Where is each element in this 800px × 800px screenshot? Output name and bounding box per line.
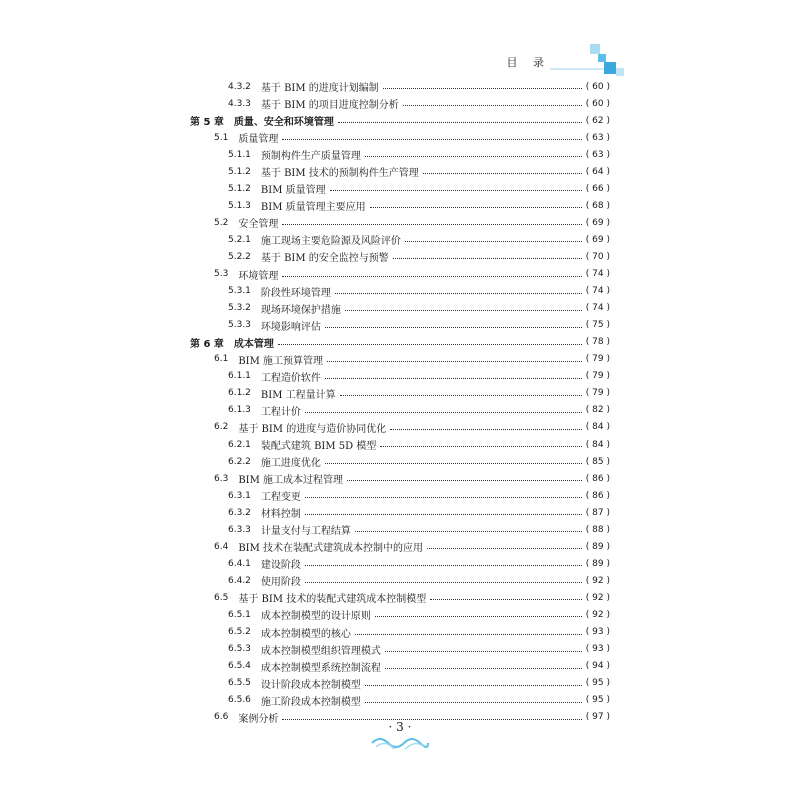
- toc-entry-number: 5.1.3: [228, 200, 251, 211]
- toc-entry-title: 成本控制模型系统控制流程: [260, 662, 381, 674]
- toc-entry[interactable]: [190, 317, 610, 334]
- toc-entry[interactable]: [190, 368, 610, 385]
- toc-entry-number: 6.5.6: [228, 695, 251, 706]
- toc-entry-page: ( 93 ): [585, 627, 610, 638]
- toc-entry-title: 施工阶段成本控制模型: [260, 696, 361, 708]
- toc-entry-title: 质量管理: [238, 134, 279, 146]
- dot-leader: [380, 438, 581, 447]
- toc-entry-number: 6.5: [214, 592, 229, 603]
- toc-entry-page: ( 93 ): [585, 644, 610, 655]
- toc-entry-number: 6.1.3: [228, 405, 251, 416]
- toc-entry-title: 成本控制模型的设计原则: [260, 611, 371, 623]
- toc-entry[interactable]: [190, 555, 610, 572]
- toc-entry-number: 6.3.2: [228, 507, 251, 518]
- toc-entry-page: ( 85 ): [585, 456, 610, 467]
- toc-entry-page: ( 95 ): [585, 695, 610, 706]
- toc-entry[interactable]: [190, 146, 610, 163]
- toc-entry-number: 5.1: [214, 132, 229, 143]
- toc-entry[interactable]: [190, 351, 610, 368]
- toc-entry-page: ( 84 ): [585, 422, 610, 433]
- dot-leader: [365, 694, 582, 703]
- toc-entry-title: 成本管理: [233, 338, 274, 350]
- toc-entry-page: ( 89 ): [585, 558, 610, 569]
- toc-entry-page: ( 89 ): [585, 541, 610, 552]
- toc-entry[interactable]: [190, 385, 610, 402]
- toc-entry[interactable]: [190, 658, 610, 675]
- toc-entry[interactable]: [190, 436, 610, 453]
- toc-entry-number: 6.4.1: [228, 558, 251, 569]
- toc-entry-page: ( 74 ): [585, 269, 610, 280]
- toc-entry-page: ( 97 ): [585, 712, 610, 723]
- dot-leader: [345, 302, 582, 311]
- toc-entry-number: 6.5.4: [228, 661, 251, 672]
- toc-entry-number: 4.3.2: [228, 81, 251, 92]
- toc-entry-title: 阶段性环境管理: [260, 287, 331, 299]
- toc-entry-number: 6.5.5: [228, 678, 251, 689]
- toc-entry-number: 6.1: [214, 354, 229, 365]
- dot-leader: [325, 319, 582, 328]
- toc-entry-page: ( 88 ): [585, 524, 610, 535]
- toc-entry-number: 6.5.1: [228, 609, 251, 620]
- table-of-contents: [190, 78, 610, 726]
- toc-entry-number: 5.3.2: [228, 303, 251, 314]
- toc-entry-page: ( 95 ): [585, 678, 610, 689]
- toc-entry-page: ( 79 ): [585, 388, 610, 399]
- toc-entry-title: BIM 施工预算管理: [238, 355, 324, 367]
- toc-entry-number: 6.2: [214, 422, 229, 433]
- toc-entry-page: ( 63 ): [585, 149, 610, 160]
- toc-entry-page: ( 69 ): [585, 217, 610, 228]
- toc-entry-page: ( 60 ): [585, 81, 610, 92]
- toc-entry-page: ( 66 ): [585, 183, 610, 194]
- toc-entry-title: 基于 BIM 技术的装配式建筑成本控制模型: [238, 594, 427, 606]
- dot-leader: [385, 643, 582, 652]
- toc-entry[interactable]: [190, 572, 610, 589]
- toc-entry-title: 质量、安全和环境管理: [233, 117, 334, 129]
- decor-square: [604, 62, 616, 74]
- dot-leader: [282, 268, 581, 277]
- toc-entry-title: 计量支付与工程结算: [260, 526, 351, 538]
- toc-entry-page: ( 64 ): [585, 166, 610, 177]
- toc-entry-number: 5.1.2: [228, 183, 251, 194]
- toc-entry-page: ( 86 ): [585, 473, 610, 484]
- toc-entry-title: 基于 BIM 技术的预制构件生产管理: [260, 168, 419, 180]
- toc-entry-number: 5.3.3: [228, 320, 251, 331]
- toc-entry[interactable]: [190, 78, 610, 95]
- toc-entry[interactable]: [190, 95, 610, 112]
- dot-leader: [282, 131, 581, 140]
- toc-entry[interactable]: [190, 692, 610, 709]
- toc-entry-page: ( 92 ): [585, 609, 610, 620]
- toc-entry[interactable]: [190, 419, 610, 436]
- page-number: · 3 ·: [388, 720, 412, 734]
- toc-entry-title: 安全管理: [238, 219, 279, 231]
- toc-entry-page: ( 92 ): [585, 575, 610, 586]
- dot-leader: [355, 626, 582, 635]
- toc-entry-page: ( 94 ): [585, 661, 610, 672]
- toc-entry-page: ( 75 ): [585, 320, 610, 331]
- toc-entry-number: 6.2.2: [228, 456, 251, 467]
- toc-entry[interactable]: [190, 470, 610, 487]
- toc-entry-title: 工程计价: [260, 406, 301, 418]
- toc-entry[interactable]: [190, 180, 610, 197]
- toc-entry[interactable]: [190, 402, 610, 419]
- toc-entry-number: 5.3.1: [228, 286, 251, 297]
- page-footer: [360, 720, 440, 753]
- toc-entry-number: 6.5.3: [228, 644, 251, 655]
- header-title: 目 录: [506, 56, 550, 69]
- toc-entry-title: 装配式建筑 BIM 5D 模型: [260, 441, 377, 452]
- toc-entry[interactable]: [190, 266, 610, 283]
- toc-entry[interactable]: [190, 487, 610, 504]
- toc-entry-number: 6.3.1: [228, 490, 251, 501]
- dot-leader: [347, 472, 582, 481]
- toc-entry[interactable]: [190, 641, 610, 658]
- toc-entry-number: 5.2.1: [228, 234, 251, 245]
- toc-entry-title: 工程造价软件: [260, 372, 321, 384]
- toc-entry[interactable]: [190, 589, 610, 606]
- dot-leader: [282, 216, 581, 225]
- toc-entry[interactable]: [190, 538, 610, 555]
- toc-entry-title: BIM 施工成本过程管理: [238, 475, 344, 487]
- dot-leader: [338, 114, 582, 123]
- toc-entry[interactable]: [190, 453, 610, 470]
- toc-entry-page: ( 70 ): [585, 251, 610, 262]
- toc-entry-number: 第 6 章: [190, 338, 224, 350]
- toc-entry-page: ( 60 ): [585, 98, 610, 109]
- toc-entry[interactable]: [190, 675, 610, 692]
- toc-entry-title: 设计阶段成本控制模型: [260, 679, 361, 691]
- dot-leader: [375, 608, 582, 617]
- toc-entry-number: 5.2: [214, 217, 229, 228]
- toc-entry-title: 建设阶段: [260, 560, 301, 572]
- dot-leader: [385, 660, 582, 669]
- toc-entry-title: 材料控制: [260, 509, 301, 521]
- wave-ornament-icon: [370, 735, 430, 749]
- toc-entry[interactable]: [190, 129, 610, 146]
- toc-entry[interactable]: [190, 163, 610, 180]
- toc-entry-number: 6.3.3: [228, 524, 251, 535]
- dot-leader: [330, 182, 582, 191]
- toc-entry-page: ( 84 ): [585, 439, 610, 450]
- dot-leader: [305, 489, 582, 498]
- toc-entry-title: 工程变更: [260, 492, 301, 504]
- toc-entry[interactable]: [190, 197, 610, 214]
- toc-entry-number: 6.3: [214, 473, 229, 484]
- toc-entry-title: 预制构件生产质量管理: [260, 151, 361, 163]
- toc-entry-page: ( 69 ): [585, 234, 610, 245]
- toc-entry[interactable]: [190, 112, 610, 129]
- dot-leader: [355, 523, 582, 532]
- toc-entry-title: 成本控制模型组织管理模式: [260, 645, 381, 657]
- toc-entry-number: 5.2.2: [228, 251, 251, 262]
- toc-entry[interactable]: [190, 521, 610, 538]
- dot-leader: [430, 591, 582, 600]
- decor-square: [598, 54, 606, 62]
- toc-entry[interactable]: [190, 248, 610, 265]
- toc-entry[interactable]: [190, 504, 610, 521]
- decor-square: [616, 68, 624, 76]
- dot-leader: [365, 148, 582, 157]
- toc-entry-title: 案例分析: [238, 713, 279, 725]
- toc-entry-page: ( 79 ): [585, 371, 610, 382]
- dot-leader: [390, 421, 582, 430]
- dot-leader: [335, 285, 582, 294]
- toc-entry-number: 4.3.3: [228, 98, 251, 109]
- toc-entry-title: 环境影响评估: [260, 321, 321, 333]
- toc-entry[interactable]: [190, 283, 610, 300]
- toc-entry-number: 6.5.2: [228, 627, 251, 638]
- toc-entry-number: 6.1.1: [228, 371, 251, 382]
- dot-leader: [383, 80, 582, 89]
- toc-entry-number: 6.4: [214, 541, 229, 552]
- toc-entry-page: ( 74 ): [585, 303, 610, 314]
- toc-entry-number: 6.4.2: [228, 575, 251, 586]
- toc-entry-title: 施工进度优化: [260, 458, 321, 470]
- dot-leader: [305, 557, 582, 566]
- dot-leader: [305, 404, 582, 413]
- dot-leader: [405, 233, 582, 242]
- toc-entry[interactable]: [190, 334, 610, 351]
- toc-entry-title: 环境管理: [238, 270, 279, 282]
- toc-entry-title: 成本控制模型的核心: [260, 628, 351, 640]
- toc-entry[interactable]: [190, 624, 610, 641]
- toc-entry-title: BIM 质量管理主要应用: [260, 202, 366, 214]
- running-header: [190, 54, 610, 70]
- toc-entry-page: ( 63 ): [585, 132, 610, 143]
- toc-entry-page: ( 86 ): [585, 490, 610, 501]
- dot-leader: [423, 165, 582, 174]
- toc-entry[interactable]: [190, 300, 610, 317]
- toc-entry-title: BIM 质量管理: [260, 185, 326, 197]
- toc-entry-page: ( 74 ): [585, 286, 610, 297]
- dot-leader: [365, 677, 582, 686]
- toc-entry-title: 使用阶段: [260, 577, 301, 589]
- toc-entry-title: 基于 BIM 的进度计划编制: [260, 83, 379, 95]
- dot-leader: [403, 97, 582, 106]
- toc-entry-page: ( 79 ): [585, 354, 610, 365]
- dot-leader: [340, 387, 582, 396]
- toc-entry-page: ( 68 ): [585, 200, 610, 211]
- dot-leader: [325, 370, 582, 379]
- toc-entry-number: 5.1.2: [228, 166, 251, 177]
- toc-entry-number: 5.1.1: [228, 149, 251, 160]
- toc-entry-title: 现场环境保护措施: [260, 304, 341, 316]
- toc-entry-title: 基于 BIM 的安全监控与预警: [260, 253, 389, 265]
- toc-entry-title: 基于 BIM 的进度与造价协同优化: [238, 423, 387, 435]
- dot-leader: [370, 199, 582, 208]
- toc-entry-number: 6.2.1: [228, 439, 251, 450]
- dot-leader: [427, 540, 582, 549]
- dot-leader: [325, 455, 582, 464]
- toc-entry[interactable]: [190, 214, 610, 231]
- dot-leader: [327, 353, 582, 362]
- toc-entry-page: ( 78 ): [585, 337, 610, 348]
- header-rule: [550, 68, 610, 70]
- dot-leader: [393, 250, 582, 259]
- dot-leader: [282, 711, 581, 720]
- toc-entry-page: ( 87 ): [585, 507, 610, 518]
- dot-leader: [278, 336, 582, 345]
- toc-entry-page: ( 62 ): [585, 115, 610, 126]
- toc-entry-title: BIM 工程量计算: [260, 389, 336, 401]
- toc-entry-page: ( 92 ): [585, 592, 610, 603]
- toc-entry-number: 6.1.2: [228, 388, 251, 399]
- toc-entry[interactable]: [190, 606, 610, 623]
- toc-entry-page: ( 82 ): [585, 405, 610, 416]
- toc-entry-title: 施工现场主要危险源及风险评价: [260, 236, 401, 248]
- toc-entry-number: 5.3: [214, 269, 229, 280]
- toc-entry-title: 基于 BIM 的项目进度控制分析: [260, 100, 399, 112]
- toc-entry-number: 6.6: [214, 712, 229, 723]
- toc-entry[interactable]: [190, 231, 610, 248]
- toc-entry-title: BIM 技术在装配式建筑成本控制中的应用: [238, 543, 424, 555]
- dot-leader: [305, 574, 582, 583]
- dot-leader: [305, 506, 582, 515]
- decor-square: [590, 44, 600, 54]
- toc-entry-number: 第 5 章: [190, 117, 224, 129]
